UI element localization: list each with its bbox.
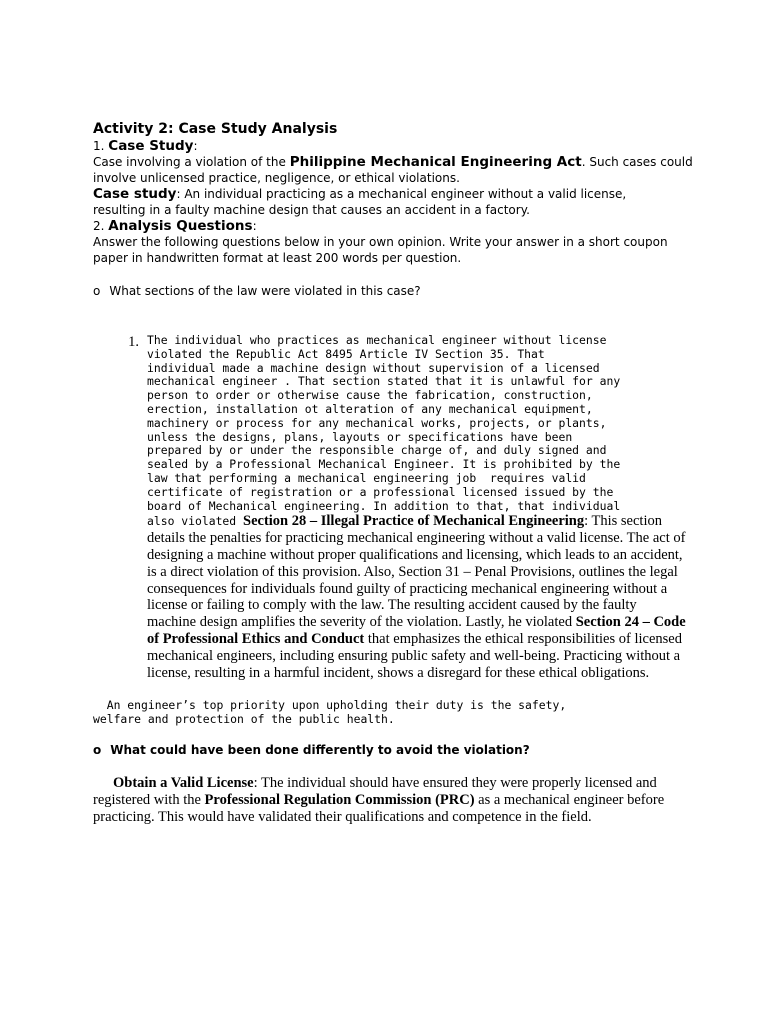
answer2-label: Obtain a Valid License — [113, 774, 254, 791]
case-study-label: Case study — [93, 186, 177, 202]
answer2-text1: : The individual should have ensured they were properly licensed and registered with the — [93, 774, 657, 808]
section1-intro — [93, 154, 693, 170]
activity-title: Activity 2: Case Study Analysis — [93, 121, 338, 137]
answer1-mono-line: unless the designs, plans, layouts or specifications have been — [147, 429, 573, 444]
answer1-body — [147, 334, 687, 681]
section1-number: 1. — [93, 139, 105, 153]
answer1-mono-line: person to order or otherwise cause the fabrication, construction, — [147, 388, 593, 403]
document-page — [93, 120, 693, 825]
answer1-mono-block — [147, 334, 687, 513]
answer1-mono-line: prepared by or under the responsible charge of, and duly signed and — [147, 443, 607, 458]
answer1-mono-line: machinery or process for any mechanical works, projects, or plants, — [147, 415, 607, 430]
answer1-mono-line: The individual who practices as mechanical engineer without license — [147, 333, 607, 347]
answer2-text2: as a mechanical engineer before practicing. This would have validated their qualifications and competence in the field. — [93, 791, 665, 825]
section2-number: 2. — [93, 219, 105, 233]
closing-line1: An engineer’s top priority upon upholding their duty is the safety, — [93, 698, 567, 713]
case-text1: : An individual practicing as a mechanical engineer without a valid license, — [176, 187, 627, 201]
case-study-line1 — [93, 186, 693, 202]
answer1-mono-line: individual made a machine design without supervision of a licensed — [147, 360, 600, 375]
answer1-serif-block — [147, 513, 687, 681]
answer1-mono-line: erection, installation ot alteration of any mechanical equipment, — [147, 401, 593, 416]
instructions-line2: paper in handwritten format at least 200 words per question. — [93, 251, 462, 265]
section1-intro-line2: involve unlicensed practice, negligence, or ethical violations. — [93, 171, 460, 185]
instructions-line1: Answer the following questions below in your own opinion. Write your answer in a short coupon — [93, 235, 668, 249]
section1-colon: : — [193, 139, 198, 153]
answer1-mono-line: violated the Republic Act 8495 Article IV Section 35. That — [147, 346, 545, 361]
answer1-mono-line: law that performing a mechanical engineering job requires valid — [147, 470, 586, 485]
section2-colon: : — [252, 219, 257, 233]
question2 — [93, 742, 693, 758]
question2-text: What could have been done differently to avoid the violation? — [110, 742, 530, 757]
section1-title: Case Study — [108, 138, 194, 154]
answer1-number: 1. — [128, 334, 139, 350]
section1-heading — [93, 138, 693, 154]
section2-heading — [93, 218, 693, 234]
question1-bullet: o — [93, 284, 101, 298]
intro-before: Case involving a violation of the — [93, 155, 290, 169]
case-study-line2: resulting in a faulty machine design that causes an accident in a factory. — [93, 203, 530, 217]
question1-text: What sections of the law were violated in this case? — [109, 284, 421, 298]
closing-line2: welfare and protection of the public health. — [93, 712, 395, 727]
answer1-mono-line: board of Mechanical engineering. In addition to that, that individual — [147, 498, 621, 513]
section24-title: Section 24 – Code of Professional Ethics and Conduct — [147, 614, 686, 647]
answer1-mono-line: sealed by a Professional Mechanical Engineer. It is prohibited by the — [147, 457, 621, 472]
question1 — [93, 283, 693, 299]
section28-text: : This section details the penalties for practicing mechanical engineering without a valid license. The act of designing a machine without proper qualifications and licensing, which leads to an accident, is a direct violation of this provision. Also, Section 31 – Penal Provisions, outlines the legal consequences for individuals found guilty of practicing mechanical engineering without a license or failing to comply with the law. The resulting accident caused by the faulty machine design amplifies the severity of the violation. Lastly, he violated — [147, 513, 686, 631]
section24-text: that emphasizes the ethical responsibilities of licensed mechanical engineers, including ensuring public safety and well-being. Practicing without a license, resulting in a harmful incident, shows a disregard for these ethical obligations. — [147, 630, 682, 681]
prc-name: Professional Regulation Commission (PRC) — [204, 791, 475, 808]
answer1-mono-line: certificate of registration or a professional licensed issued by the — [147, 484, 614, 499]
section2-title: Analysis Questions — [108, 218, 253, 234]
question2-bullet: o — [93, 742, 102, 757]
act-name: Philippine Mechanical Engineering Act — [289, 154, 582, 170]
closing-statement — [93, 699, 693, 727]
answer1 — [93, 334, 693, 681]
also-violated: also violated — [147, 514, 244, 529]
section28-title: Section 28 – Illegal Practice of Mechanical Engineering — [243, 513, 585, 530]
intro-after: . Such cases could — [581, 155, 693, 169]
answer1-mono-line: mechanical engineer . That section stated that it is unlawful for any — [147, 374, 621, 389]
answer2 — [93, 775, 673, 825]
